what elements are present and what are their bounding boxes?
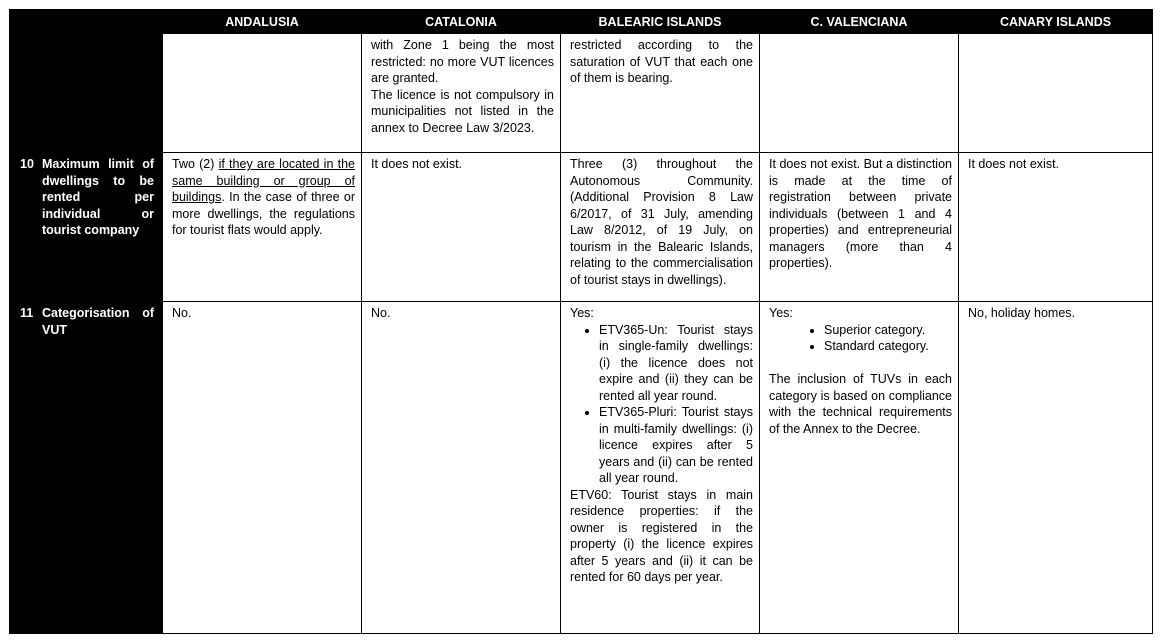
cell-catalonia: No. xyxy=(362,302,561,634)
header-catalonia: CATALONIA xyxy=(362,10,561,34)
cell-andalusia xyxy=(163,153,362,302)
header-number-cell xyxy=(10,10,42,34)
header-c-valenciana: C. VALENCIANA xyxy=(760,10,959,34)
row-label-text: Maximum limit of dwellings to be rented per individual or tourist company xyxy=(42,157,154,237)
list-item: • ETV365-Pluri: Tourist stays in multi-family dwellings: (i) licence expires after 5 years and (ii) can be rented all year round. xyxy=(599,404,753,487)
table-row-continued xyxy=(10,34,1153,153)
cell-andalusia: No. xyxy=(163,302,362,634)
cell-text: Yes: xyxy=(769,306,793,320)
cell-catalonia: It does not exist. xyxy=(362,153,561,302)
bullet-list xyxy=(570,322,753,487)
cell-catalonia xyxy=(362,34,561,153)
cell-text: Yes: xyxy=(570,306,594,320)
vut-comparison-table xyxy=(9,9,1153,634)
cell-canary-islands: No, holiday homes. xyxy=(959,302,1153,634)
header-label-cell xyxy=(42,10,163,34)
row-number-cell xyxy=(10,34,42,153)
row-label-cell xyxy=(42,34,163,153)
row-label xyxy=(42,302,163,634)
cell-canary-islands xyxy=(959,34,1153,153)
cell-text: . In the case of three or more dwellings, the regulations for tourist flats would apply. xyxy=(172,190,355,237)
spacer xyxy=(769,355,952,372)
header-canary-islands: CANARY ISLANDS xyxy=(959,10,1153,34)
cell-balearic-islands: Three (3) throughout the Autonomous Community. (Additional Provision 8 Law 6/2017, of 31 July, amending Law 8/2012, of 19 July, on tourism in the Balearic Islands, relating to the commercialisation of tourist stays in dwellings). xyxy=(561,153,760,302)
bullet-list xyxy=(769,322,952,355)
header-andalusia: ANDALUSIA xyxy=(163,10,362,34)
cell-text: with Zone 1 being the most restricted: no more VUT licences are granted. xyxy=(371,38,554,85)
comparison-table-page xyxy=(9,9,1152,633)
table-row-10 xyxy=(10,153,1153,302)
cell-text: ETV60: Tourist stays in main residence properties: if the owner is registered in the property (i) the licence expires after 5 years and (ii) it can be rented for 60 days per year. xyxy=(570,487,753,584)
cell-text: The licence is not compulsory in municipalities not listed in the annex to Decree Law 3/2023. xyxy=(371,87,554,135)
cell-text: The inclusion of TUVs in each category is based on compliance with the technical requirements of the Annex to the Decree. xyxy=(769,372,952,436)
cell-balearic-islands: restricted according to the saturation of VUT that each one of them is bearing. xyxy=(561,34,760,153)
cell-c-valenciana: It does not exist. But a distinction is made at the time of registration between private individuals (between 1 and 4 properties) and entrepreneurial managers (more than 4 properties). xyxy=(760,153,959,302)
table-row-11 xyxy=(10,302,1153,634)
header-balearic-islands: BALEARIC ISLANDS xyxy=(561,10,760,34)
row-label-text: Categorisation of VUT xyxy=(42,306,154,337)
cell-c-valenciana xyxy=(760,34,959,153)
header-row xyxy=(10,10,1153,34)
list-item: • Superior category. xyxy=(824,322,952,339)
row-number: 10 xyxy=(10,153,42,302)
cell-balearic-islands xyxy=(561,302,760,634)
underlined-text: if they are located in the same building or group of buildings xyxy=(172,157,355,204)
cell-text: Two (2) xyxy=(172,157,219,171)
cell-andalusia xyxy=(163,34,362,153)
cell-canary-islands: It does not exist. xyxy=(959,153,1153,302)
row-label xyxy=(42,153,163,302)
list-item: • Standard category. xyxy=(824,338,952,355)
list-item: • ETV365-Un: Tourist stays in single-family dwellings: (i) the licence does not expire and (ii) they can be rented all year round. xyxy=(599,322,753,405)
cell-c-valenciana xyxy=(760,302,959,634)
row-number: 11 xyxy=(10,302,42,634)
